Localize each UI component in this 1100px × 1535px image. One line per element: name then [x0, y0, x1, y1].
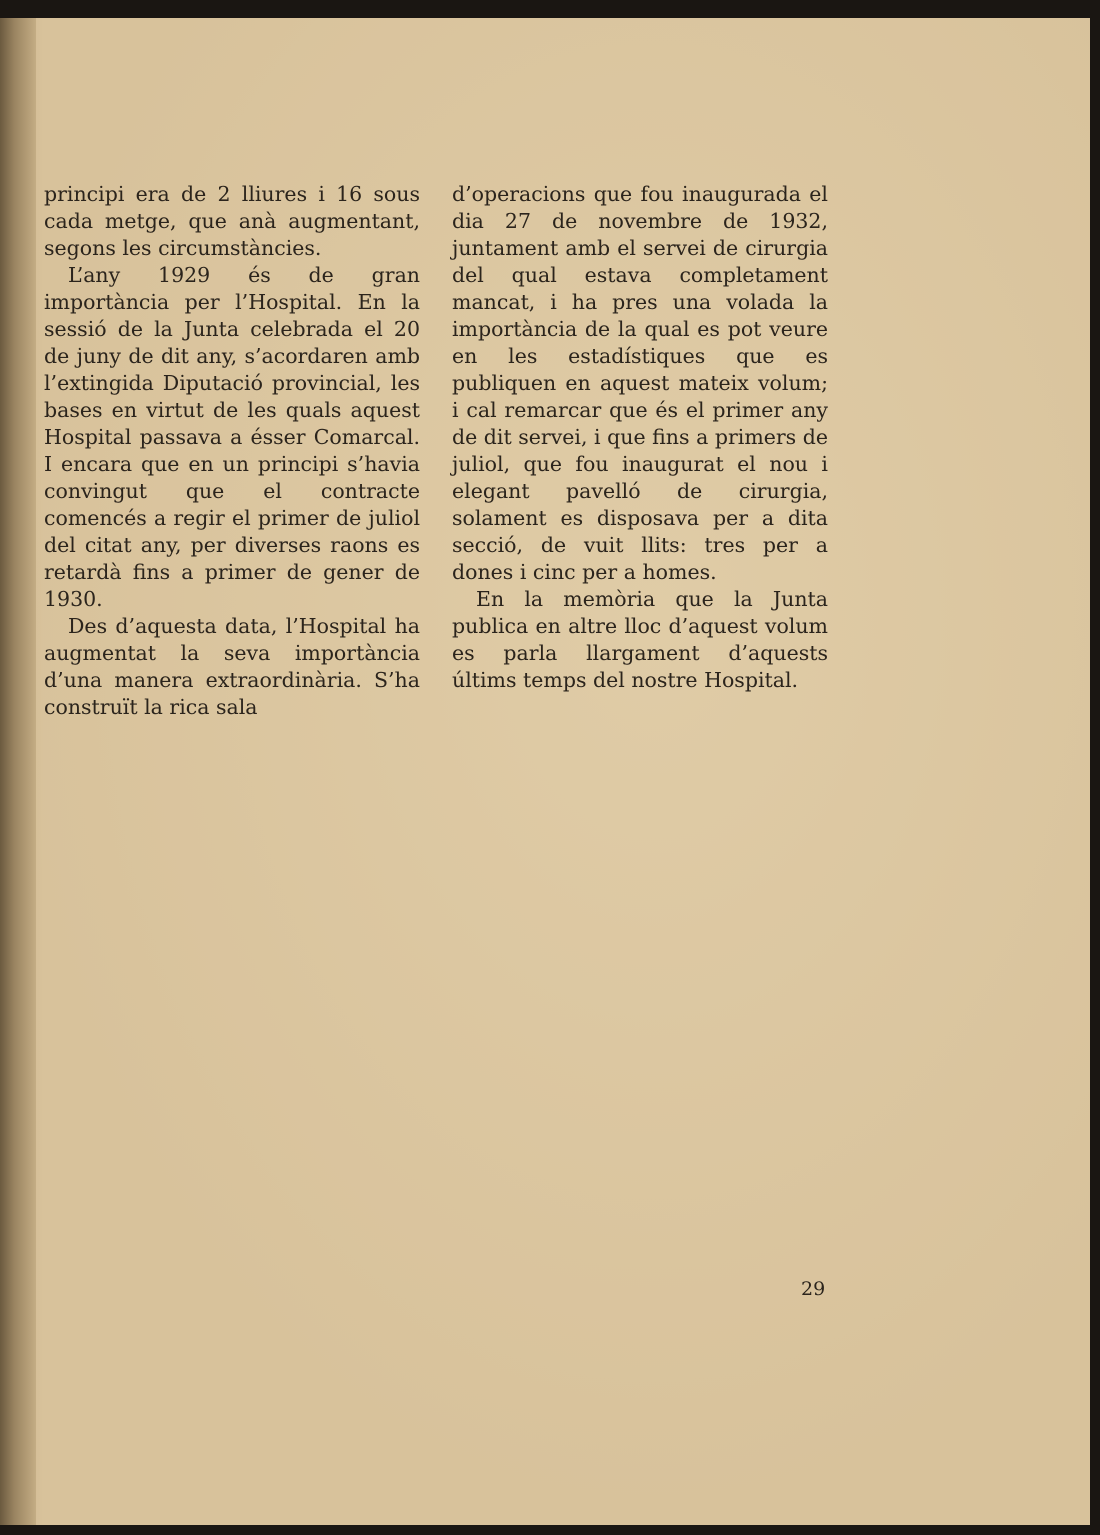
paragraph: En la memòria que la Junta publica en altre lloc d’aquest volum es parla llargament d’aquests últims temps del nostre Hospital. — [452, 587, 828, 692]
paragraph: Des d’aquesta data, l’Hospital ha augmentat la seva importància d’una manera extraordinària. S’ha construït la rica sala — [44, 614, 420, 719]
book-binding-edge — [0, 18, 36, 1525]
paragraph: L’any 1929 és de gran importància per l’Hospital. En la sessió de la Junta celebrada el 20 de juny de dit any, s’acordaren amb l’extingida Diputació provincial, les bases en virtut de les quals aquest Hospital passava a ésser Comarcal. I encara que en un principi s’havia convingut que el contracte comencés a regir el primer de juliol del citat any, per diverses raons es retardà fins a primer de gener de 1930. — [44, 263, 420, 611]
paragraph: principi era de 2 lliures i 16 sous cada metge, que anà augmentant, segons les circumstàncies. — [44, 182, 420, 260]
text-column-right — [452, 181, 828, 694]
page-number: 29 — [801, 1278, 826, 1300]
text-column-left — [44, 181, 420, 721]
paragraph: d’operacions que fou inaugurada el dia 27 de novembre de 1932, juntament amb el servei de cirurgia del qual estava completament mancat, i ha pres una volada la importància de la qual es pot veure en les estadístiques que es publiquen en aquest mateix volum; i cal remarcar que és el primer any de dit servei, i que fins a primers de juliol, que fou inaugurat el nou i elegant pavelló de cirurgia, solament es disposava per a dita secció, de vuit llits: tres per a dones i cinc per a homes. — [452, 182, 828, 584]
